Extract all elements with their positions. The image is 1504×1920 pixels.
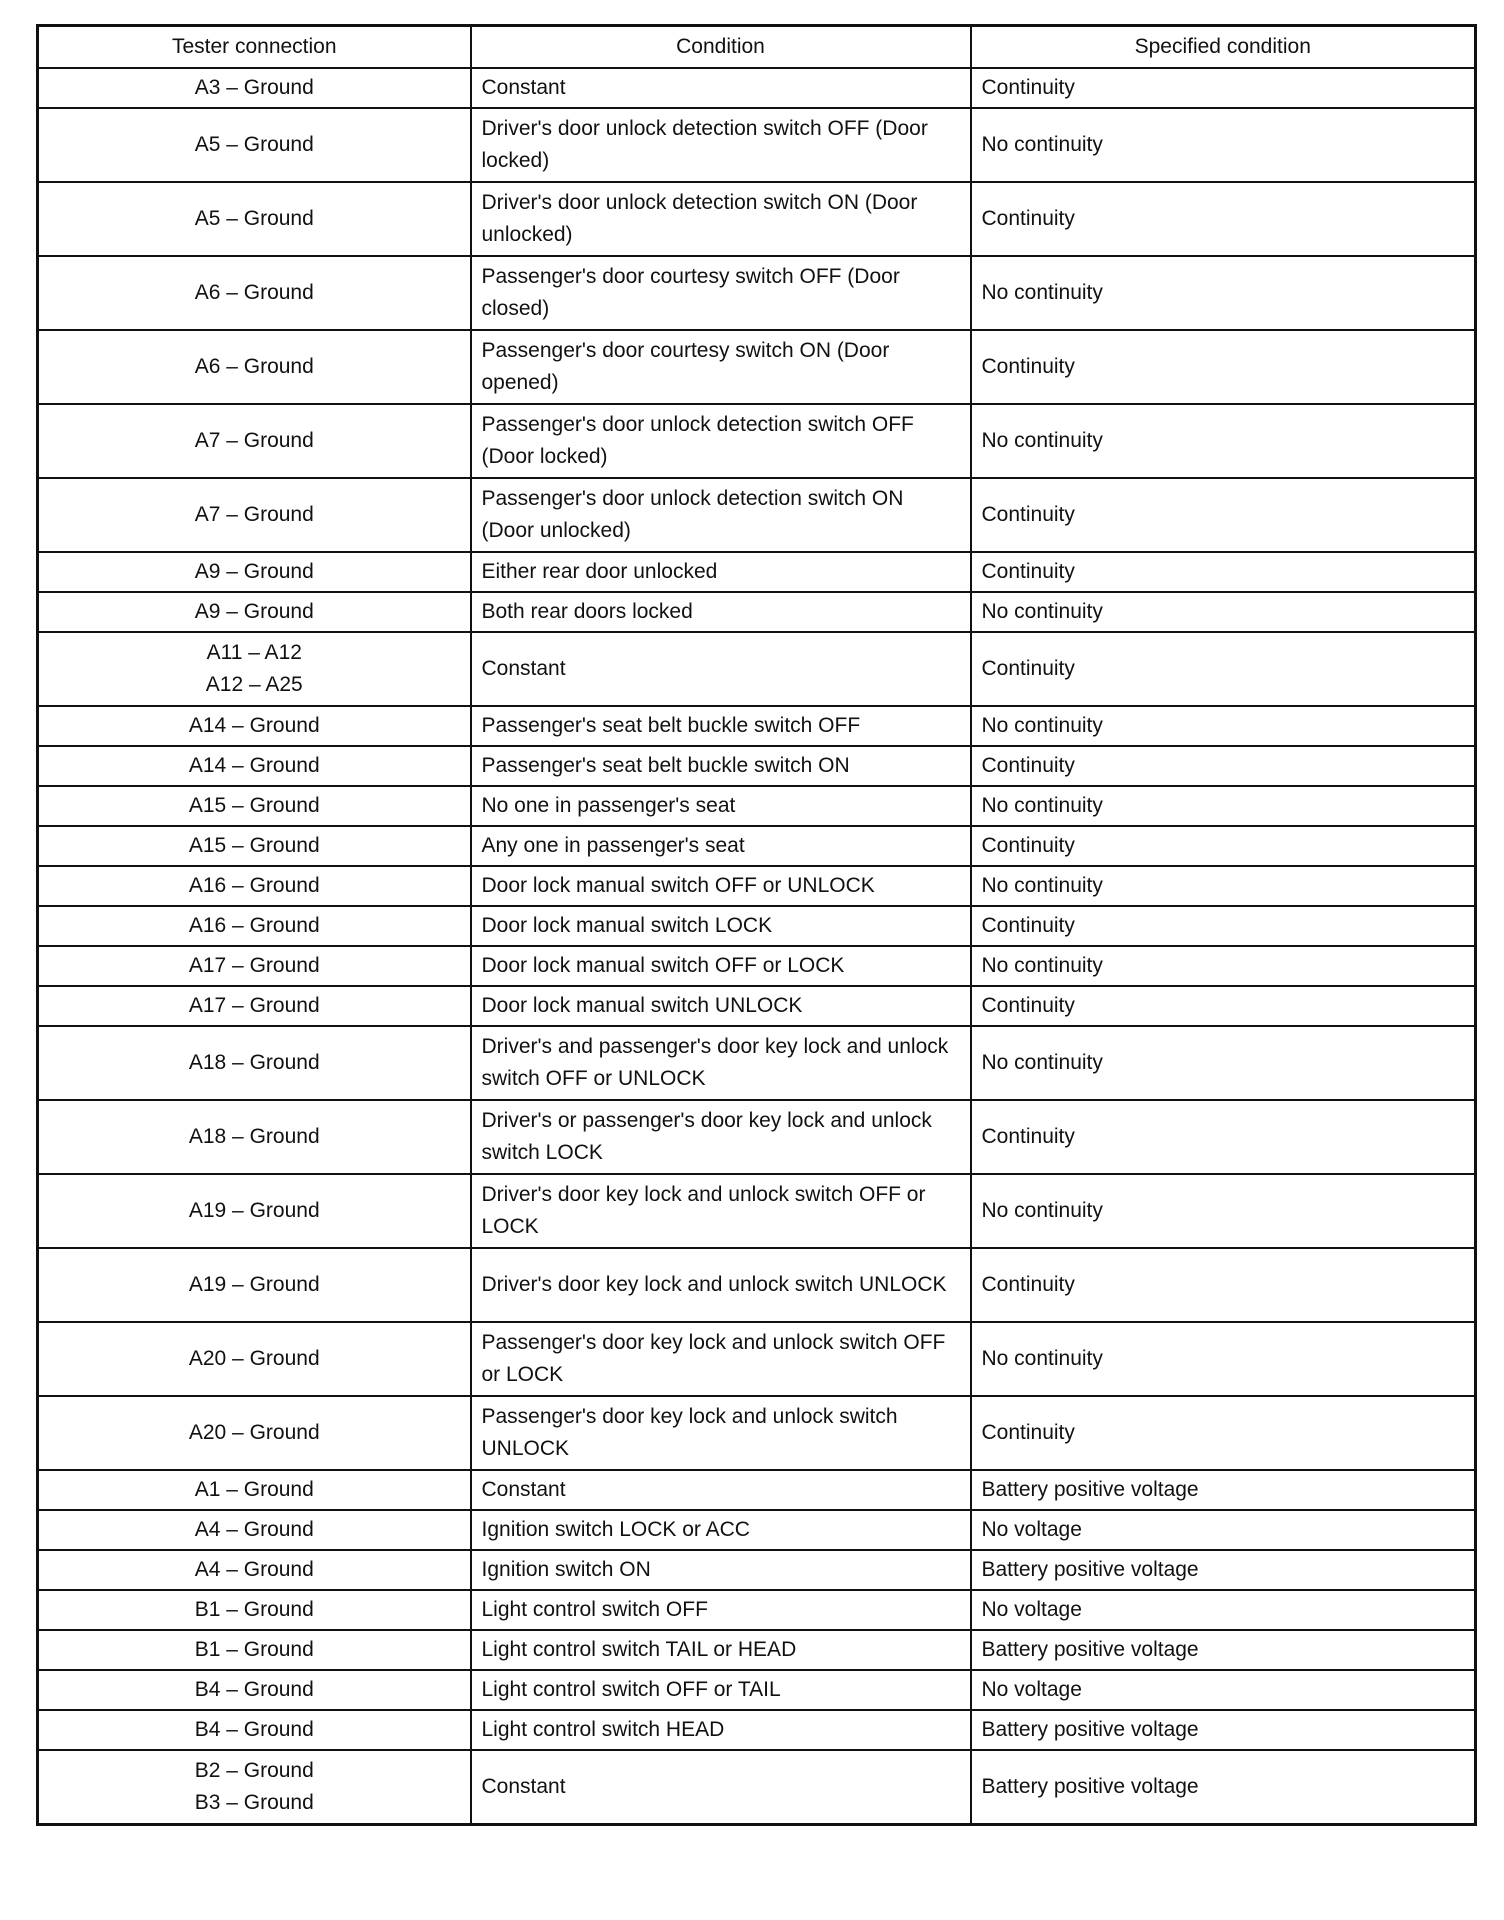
tester-connection-cell	[38, 1670, 471, 1710]
table-row	[38, 906, 1476, 946]
tester-connection-text: A17 – Ground	[188, 994, 320, 1017]
table-row	[38, 1248, 1476, 1322]
specified-condition-cell: Battery positive voltage	[971, 1630, 1476, 1670]
condition-cell: Passenger's door courtesy switch OFF (Door closed)	[471, 256, 971, 330]
tester-connection-text: A7 – Ground	[194, 503, 314, 526]
tester-connection-cell	[38, 1100, 471, 1174]
condition-cell: Light control switch HEAD	[471, 1710, 971, 1750]
tester-connection-text: A14 – Ground	[188, 714, 320, 737]
specified-condition-cell: Continuity	[971, 1100, 1476, 1174]
specified-condition-cell: No continuity	[971, 786, 1476, 826]
tester-connection-cell	[38, 1550, 471, 1590]
table-row	[38, 1590, 1476, 1630]
table-row	[38, 404, 1476, 478]
tester-connection-text: A5 – Ground	[194, 133, 314, 156]
condition-cell: No one in passenger's seat	[471, 786, 971, 826]
tester-connection-cell	[38, 826, 471, 866]
tester-connection-text: A11 – A12	[206, 641, 302, 664]
condition-cell: Ignition switch ON	[471, 1550, 971, 1590]
tester-connection-cell	[38, 866, 471, 906]
table-row	[38, 1100, 1476, 1174]
tester-connection-cell	[38, 1510, 471, 1550]
tester-connection-text: A6 – Ground	[194, 355, 314, 378]
specified-condition-cell: Continuity	[971, 986, 1476, 1026]
tester-connection-text: A1 – Ground	[194, 1478, 314, 1501]
condition-cell: Passenger's seat belt buckle switch OFF	[471, 706, 971, 746]
condition-cell: Driver's door key lock and unlock switch OFF or LOCK	[471, 1174, 971, 1248]
table-row	[38, 1174, 1476, 1248]
table-header-row	[38, 26, 1476, 69]
condition-cell: Door lock manual switch OFF or UNLOCK	[471, 866, 971, 906]
tester-connection-text: A17 – Ground	[188, 954, 320, 977]
table-row	[38, 552, 1476, 592]
table-row	[38, 182, 1476, 256]
tester-connection-cell	[38, 1630, 471, 1670]
table-row	[38, 786, 1476, 826]
specified-condition-cell: No voltage	[971, 1510, 1476, 1550]
specified-condition-cell: No continuity	[971, 866, 1476, 906]
table-row	[38, 1630, 1476, 1670]
tester-connection-text: A18 – Ground	[188, 1051, 320, 1074]
condition-cell: Passenger's door key lock and unlock switch OFF or LOCK	[471, 1322, 971, 1396]
tester-connection-text: B2 – Ground	[194, 1759, 314, 1782]
tester-connection-text: B4 – Ground	[194, 1718, 314, 1741]
specified-condition-cell: Battery positive voltage	[971, 1550, 1476, 1590]
tester-connection-cell	[38, 1470, 471, 1510]
table-row	[38, 866, 1476, 906]
tester-connection-cell	[38, 632, 471, 706]
tester-connection-cell	[38, 330, 471, 404]
tester-connection-text: A19 – Ground	[188, 1199, 320, 1222]
tester-connection-cell	[38, 1248, 471, 1322]
specified-condition-cell: No continuity	[971, 1322, 1476, 1396]
tester-connection-cell	[38, 68, 471, 108]
tester-connection-text: A19 – Ground	[188, 1273, 320, 1296]
condition-cell: Passenger's door unlock detection switch ON (Door unlocked)	[471, 478, 971, 552]
table-row	[38, 706, 1476, 746]
tester-connection-text: A7 – Ground	[194, 429, 314, 452]
document-page	[36, 24, 1474, 1826]
tester-connection-cell	[38, 256, 471, 330]
table-row	[38, 108, 1476, 182]
specified-condition-cell: Continuity	[971, 182, 1476, 256]
specified-condition-cell: Continuity	[971, 1248, 1476, 1322]
header-condition: Condition	[471, 26, 971, 69]
tester-connection-text: A4 – Ground	[194, 1558, 314, 1581]
tester-connection-text: A16 – Ground	[188, 914, 320, 937]
condition-cell: Door lock manual switch OFF or LOCK	[471, 946, 971, 986]
specified-condition-cell: No voltage	[971, 1590, 1476, 1630]
tester-connection-text: B1 – Ground	[194, 1638, 314, 1661]
tester-connection-cell	[38, 404, 471, 478]
tester-connection-text: A6 – Ground	[194, 281, 314, 304]
tester-connection-cell	[38, 986, 471, 1026]
specified-condition-cell: No continuity	[971, 256, 1476, 330]
tester-connection-cell	[38, 1322, 471, 1396]
specified-condition-cell: No continuity	[971, 946, 1476, 986]
tester-connection-cell	[38, 478, 471, 552]
table-row	[38, 330, 1476, 404]
tester-connection-text: B4 – Ground	[194, 1678, 314, 1701]
table-row	[38, 592, 1476, 632]
specified-condition-cell: No continuity	[971, 1174, 1476, 1248]
specified-condition-cell: Continuity	[971, 632, 1476, 706]
tester-connection-cell	[38, 1396, 471, 1470]
tester-connection-text: B1 – Ground	[194, 1598, 314, 1621]
condition-cell: Passenger's seat belt buckle switch ON	[471, 746, 971, 786]
table-row	[38, 478, 1476, 552]
specified-condition-cell: Continuity	[971, 478, 1476, 552]
tester-connection-text: A20 – Ground	[188, 1421, 320, 1444]
specified-condition-cell: Continuity	[971, 330, 1476, 404]
table-row	[38, 1510, 1476, 1550]
header-specified-condition: Specified condition	[971, 26, 1476, 69]
table-row	[38, 1670, 1476, 1710]
table-row	[38, 1026, 1476, 1100]
condition-cell: Constant	[471, 1750, 971, 1825]
table-row	[38, 746, 1476, 786]
tester-connection-cell	[38, 1026, 471, 1100]
condition-cell: Door lock manual switch UNLOCK	[471, 986, 971, 1026]
condition-cell: Constant	[471, 1470, 971, 1510]
condition-cell: Ignition switch LOCK or ACC	[471, 1510, 971, 1550]
table-row	[38, 1470, 1476, 1510]
condition-cell: Any one in passenger's seat	[471, 826, 971, 866]
specified-condition-cell: Battery positive voltage	[971, 1750, 1476, 1825]
condition-cell: Passenger's door courtesy switch ON (Door opened)	[471, 330, 971, 404]
tester-connection-cell	[38, 746, 471, 786]
condition-cell: Passenger's door key lock and unlock switch UNLOCK	[471, 1396, 971, 1470]
condition-cell: Driver's and passenger's door key lock and unlock switch OFF or UNLOCK	[471, 1026, 971, 1100]
specified-condition-cell: Continuity	[971, 1396, 1476, 1470]
condition-cell: Light control switch TAIL or HEAD	[471, 1630, 971, 1670]
table-row	[38, 1710, 1476, 1750]
tester-connection-text: A5 – Ground	[194, 207, 314, 230]
table-row	[38, 946, 1476, 986]
condition-cell: Driver's door key lock and unlock switch UNLOCK	[471, 1248, 971, 1322]
specified-condition-cell: No continuity	[971, 404, 1476, 478]
tester-connection-text: A16 – Ground	[188, 874, 320, 897]
table-row	[38, 68, 1476, 108]
tester-connection-cell	[38, 1710, 471, 1750]
specified-condition-cell: Continuity	[971, 826, 1476, 866]
tester-connection-cell	[38, 592, 471, 632]
specified-condition-cell: Continuity	[971, 746, 1476, 786]
tester-connection-cell	[38, 706, 471, 746]
specified-condition-cell: Continuity	[971, 552, 1476, 592]
specified-condition-cell: No continuity	[971, 108, 1476, 182]
table-row	[38, 1750, 1476, 1825]
tester-connection-cell	[38, 1750, 471, 1825]
tester-connection-cell	[38, 946, 471, 986]
condition-cell: Driver's door unlock detection switch OFF (Door locked)	[471, 108, 971, 182]
table-row	[38, 1322, 1476, 1396]
table-row	[38, 632, 1476, 706]
tester-connection-cell	[38, 182, 471, 256]
condition-cell: Both rear doors locked	[471, 592, 971, 632]
specified-condition-cell: No voltage	[971, 1670, 1476, 1710]
specified-condition-cell: No continuity	[971, 1026, 1476, 1100]
specified-condition-cell: Continuity	[971, 68, 1476, 108]
specified-condition-cell: No continuity	[971, 592, 1476, 632]
tester-connection-cell	[38, 108, 471, 182]
tester-connection-cell	[38, 1174, 471, 1248]
tester-connection-text: A18 – Ground	[188, 1125, 320, 1148]
tester-connection-text: A3 – Ground	[194, 76, 314, 99]
condition-cell: Constant	[471, 632, 971, 706]
tester-connection-text: B3 – Ground	[194, 1791, 314, 1814]
condition-cell: Driver's or passenger's door key lock and unlock switch LOCK	[471, 1100, 971, 1174]
header-tester-connection: Tester connection	[38, 26, 471, 69]
condition-cell: Light control switch OFF or TAIL	[471, 1670, 971, 1710]
tester-connection-text: A4 – Ground	[194, 1518, 314, 1541]
condition-cell: Constant	[471, 68, 971, 108]
condition-cell: Door lock manual switch LOCK	[471, 906, 971, 946]
tester-connection-text: A12 – A25	[205, 673, 303, 696]
table-row	[38, 256, 1476, 330]
specified-condition-cell: Continuity	[971, 906, 1476, 946]
table-row	[38, 986, 1476, 1026]
condition-cell: Driver's door unlock detection switch ON (Door unlocked)	[471, 182, 971, 256]
tester-connection-text: A15 – Ground	[188, 834, 320, 857]
specified-condition-cell: No continuity	[971, 706, 1476, 746]
tester-connection-text: A14 – Ground	[188, 754, 320, 777]
specified-condition-cell: Battery positive voltage	[971, 1710, 1476, 1750]
condition-cell: Light control switch OFF	[471, 1590, 971, 1630]
tester-connection-text: A20 – Ground	[188, 1347, 320, 1370]
tester-connection-cell	[38, 906, 471, 946]
table-row	[38, 826, 1476, 866]
tester-connection-text: A15 – Ground	[188, 794, 320, 817]
table-body	[38, 68, 1476, 1825]
tester-connection-cell	[38, 1590, 471, 1630]
continuity-table	[36, 24, 1477, 1826]
condition-cell: Passenger's door unlock detection switch OFF (Door locked)	[471, 404, 971, 478]
tester-connection-text: A9 – Ground	[194, 560, 314, 583]
table-row	[38, 1396, 1476, 1470]
tester-connection-cell	[38, 552, 471, 592]
tester-connection-cell	[38, 786, 471, 826]
table-row	[38, 1550, 1476, 1590]
condition-cell: Either rear door unlocked	[471, 552, 971, 592]
tester-connection-text: A9 – Ground	[194, 600, 314, 623]
specified-condition-cell: Battery positive voltage	[971, 1470, 1476, 1510]
